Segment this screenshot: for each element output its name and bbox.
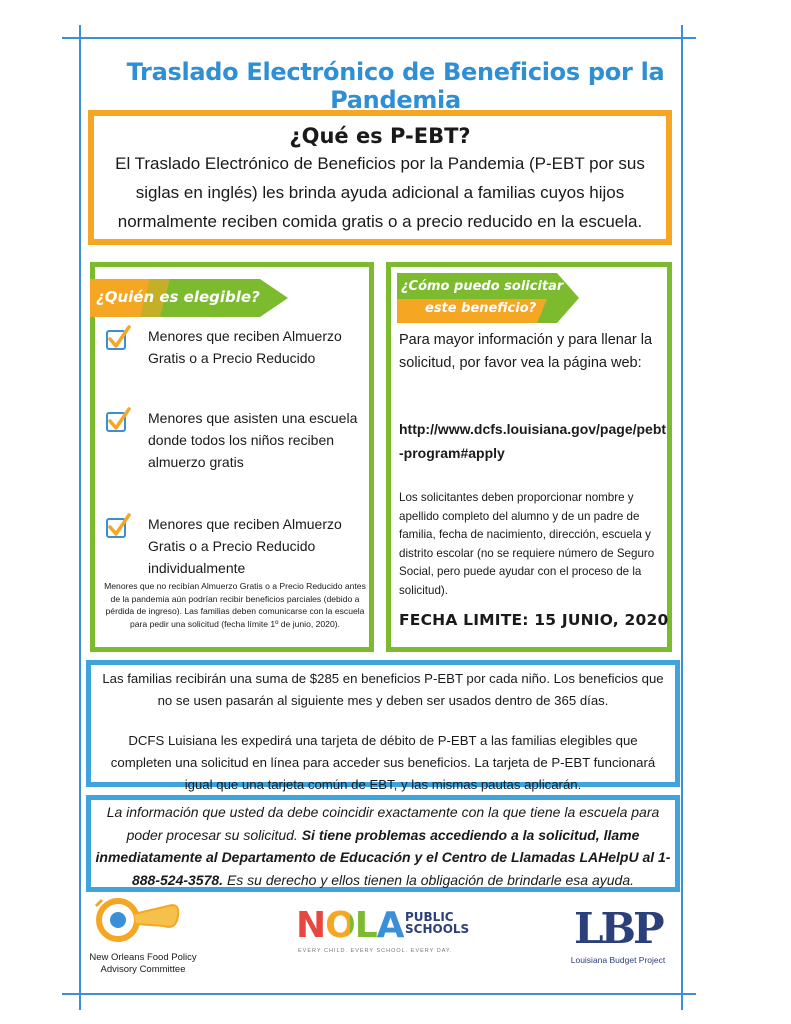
benefit-amount-box <box>86 660 680 792</box>
frame-line-top <box>62 37 696 39</box>
nola-schools-label: SCHOOLS <box>405 922 470 936</box>
benefit-amount-text: Las familias recibirán una suma de $285 en beneficios P-EBT por cada niño. Los beneficios que no se usen pasarán al siguiente mes y deben ser usados dentro de 365 días. <box>102 671 664 708</box>
lbp-mark: LBP <box>574 904 662 953</box>
lbp-label: Louisiana Budget Project <box>570 955 666 965</box>
application-link[interactable]: http://www.dcfs.louisiana.gov/page/pebt-program#apply <box>399 421 667 461</box>
frame-line-bottom <box>62 993 696 995</box>
how-to-apply-box <box>386 262 672 652</box>
french-horn-icon <box>88 896 198 950</box>
eligibility-item-text: Menores que reciben Almuerzo Gratis o a Precio Reducido <box>148 328 342 366</box>
deadline-text: FECHA LIMITE: 15 JUNIO, 2020 <box>399 611 669 629</box>
eligibility-item-text: Menores que asisten una escuela donde todos los niños reciben almuerzo gratis <box>148 410 358 470</box>
checkbox-checked-icon <box>105 407 131 433</box>
eligibility-item-text: Menores que reciben Almuerzo Gratis o a Precio Reducido individualmente <box>148 516 342 576</box>
nofpac-logo <box>88 896 198 986</box>
louisiana-budget-project-logo <box>558 904 678 970</box>
eligibility-item <box>105 407 365 499</box>
eligibility-item <box>105 513 365 583</box>
main-title: Traslado Electrónico de Beneficios por la Pandemia <box>126 58 665 114</box>
nola-public-schools-logo <box>296 905 476 965</box>
nola-wordmark: NOLA <box>296 905 404 946</box>
nofpac-label-line1: New Orleans Food Policy <box>89 952 197 963</box>
how-intro-text: Para mayor información y para llenar la solicitud, por favor vea la página web: <box>399 332 653 371</box>
info-text-part1: La información que usted da debe coincidir exactamente con la que tiene la escuela para poder procesar su solicitud. <box>106 804 660 843</box>
what-is-pebt-box <box>88 110 672 245</box>
who-eligible-box <box>90 262 374 652</box>
debit-card-text: DCFS Luisiana les expedirá una tarjeta de débito de P-EBT a las familias elegibles que completen una solicitud en línea para acceder sus beneficios. La tarjeta de P-EBT funcionará igual que una tarjeta común de EBT, y las mismas pautas aplicarán. <box>110 733 656 792</box>
info-match-box <box>86 795 680 892</box>
applicant-requirements-text: Los solicitantes deben proporcionar nombre y apellido completo del alumno y de un padre de familia, fecha de nacimiento, dirección, escuela y distrito escolar (no se requiere número de Seguro Social, pero puede ayudar con el proceso de la solicitud). <box>399 491 655 597</box>
what-title: ¿Qué es P-EBT? <box>289 124 471 148</box>
what-body: El Traslado Electrónico de Beneficios por la Pandemia (P-EBT por sus siglas en inglés) les brinda ayuda adicional a familias cuyos hijos normalmente reciben comida gratis o a precio reducido en la escuela. <box>115 154 645 231</box>
nola-public-label: PUBLIC <box>405 910 454 924</box>
how-banner <box>397 273 581 323</box>
info-text-part3: Es su derecho y ellos tienen la obligación de brindarle esa ayuda. <box>223 871 634 888</box>
info-text-helpline: Si tiene problemas accediendo a la solicitud, llame inmediatamente al Departamento de Educación y el Centro de Llamadas LAHelpU al 1-888-524-3578. <box>95 826 671 888</box>
frame-line-left <box>79 25 81 1010</box>
who-banner <box>90 279 290 317</box>
nofpac-label-line2: Advisory Committee <box>100 964 186 975</box>
checkbox-checked-icon <box>105 513 131 539</box>
checkbox-checked-icon <box>105 325 131 351</box>
info-paragraph <box>91 801 675 891</box>
eligibility-item <box>105 325 365 395</box>
how-banner-line1: ¿Cómo puedo solicitar <box>401 279 564 294</box>
how-banner-line2: este beneficio? <box>425 301 537 316</box>
who-banner-label: ¿Quién es elegible? <box>96 288 260 306</box>
frame-line-right <box>681 25 683 1010</box>
nola-tagline: EVERY CHILD. EVERY SCHOOL. EVERY DAY. <box>298 948 453 954</box>
eligibility-note: Menores que no recibían Almuerzo Gratis o a Precio Reducido antes de la pandemia aún podrían recibir beneficios parciales (debido a pérdida de ingreso). Las familias deben comunicarse con la escuela para pedir una solicitud (fecha límite 1º de junio, 2020). <box>104 581 366 629</box>
